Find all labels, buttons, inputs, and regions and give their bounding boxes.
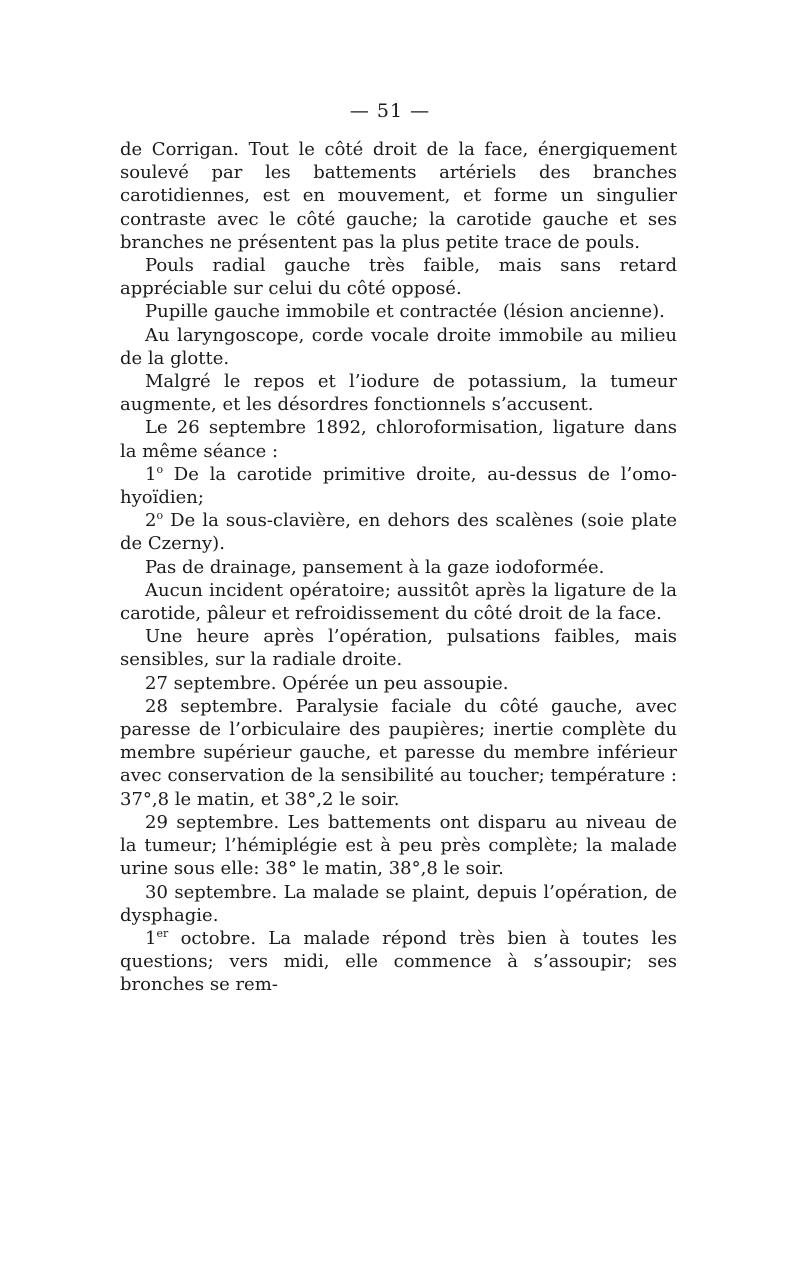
paragraph-ligature-2 xyxy=(120,509,677,555)
paragraph-29-septembre: 29 septembre. Les battements ont disparu au niveau de la tumeur; l’hémiplégie est à peu près complète; la malade urine sous elle: 38° le matin, 38°,8 le soir. xyxy=(120,811,677,880)
body-text xyxy=(120,138,677,997)
list-number: 1 xyxy=(145,463,157,485)
paragraph-drainage: Pas de drainage, pansement à la gaze iodoformée. xyxy=(145,556,605,578)
paragraph-continuation: de Corrigan. Tout le côté droit de la face, énergiquement soulevé par les battements artériels des branches carotidiennes, est en mouvement, et forme un singulier contraste avec le côté gauche; la carotide gauche et ses branches ne présentent pas la plus petite trace de pouls. xyxy=(120,139,677,253)
date-number: 1 xyxy=(145,927,157,949)
paragraph-30-septembre: 30 septembre. La malade se plaint, depuis l’opération, de dysphagie. xyxy=(120,881,677,926)
list-text: De la carotide primitive droite, au-dessus de l’omo-hyoïdien; xyxy=(120,463,677,509)
page-number: — 51 — xyxy=(349,100,431,122)
ordinal-suffix: o xyxy=(156,462,164,476)
ordinal-suffix: o xyxy=(156,509,164,523)
paragraph-pupille: Pupille gauche immobile et contractée (lésion ancienne). xyxy=(145,301,665,323)
paragraph-28-septembre: 28 septembre. Paralysie faciale du côté gauche, avec paresse de l’orbiculaire des paupières; inertie complète du membre supérieur gauche, et paresse du membre inférieur avec conservation de la sensibilité au toucher; température : 37°,8 le matin, et 38°,2 le soir. xyxy=(120,695,677,810)
paragraph-une-heure: Une heure après l’opération, pulsations faibles, mais sensibles, sur la radiale droite. xyxy=(120,626,677,671)
paragraph-iodure: Malgré le repos et l’iodure de potassium, la tumeur augmente, et les désordres fonctionnels s’accusent. xyxy=(120,371,677,416)
list-text: De la sous-clavière, en dehors des scalènes (soie plate de Czerny). xyxy=(120,510,677,555)
paragraph-ligature-1 xyxy=(120,463,677,509)
paragraph-laryngoscope: Au laryngoscope, corde vocale droite immobile au milieu de la glotte. xyxy=(120,324,677,369)
paragraph-text: octobre. La malade répond très bien à toutes les questions; vers midi, elle commence à s’assoupir; ses bronches se rem- xyxy=(120,927,677,996)
paragraph-27-septembre: 27 septembre. Opérée un peu assoupie. xyxy=(145,672,509,694)
list-number: 2 xyxy=(145,510,157,532)
paragraph-chloroformisation: Le 26 septembre 1892, chloroformisation, ligature dans la même séance : xyxy=(120,417,677,462)
ordinal-suffix: er xyxy=(156,926,169,940)
paragraph-1-octobre xyxy=(120,927,677,997)
paragraph-pouls-radial: Pouls radial gauche très faible, mais sans retard appréciable sur celui du côté opposé. xyxy=(120,255,677,300)
paragraph-incident: Aucun incident opératoire; aussitôt après la ligature de la carotide, pâleur et refroidissement du côté droit de la face. xyxy=(120,579,677,625)
